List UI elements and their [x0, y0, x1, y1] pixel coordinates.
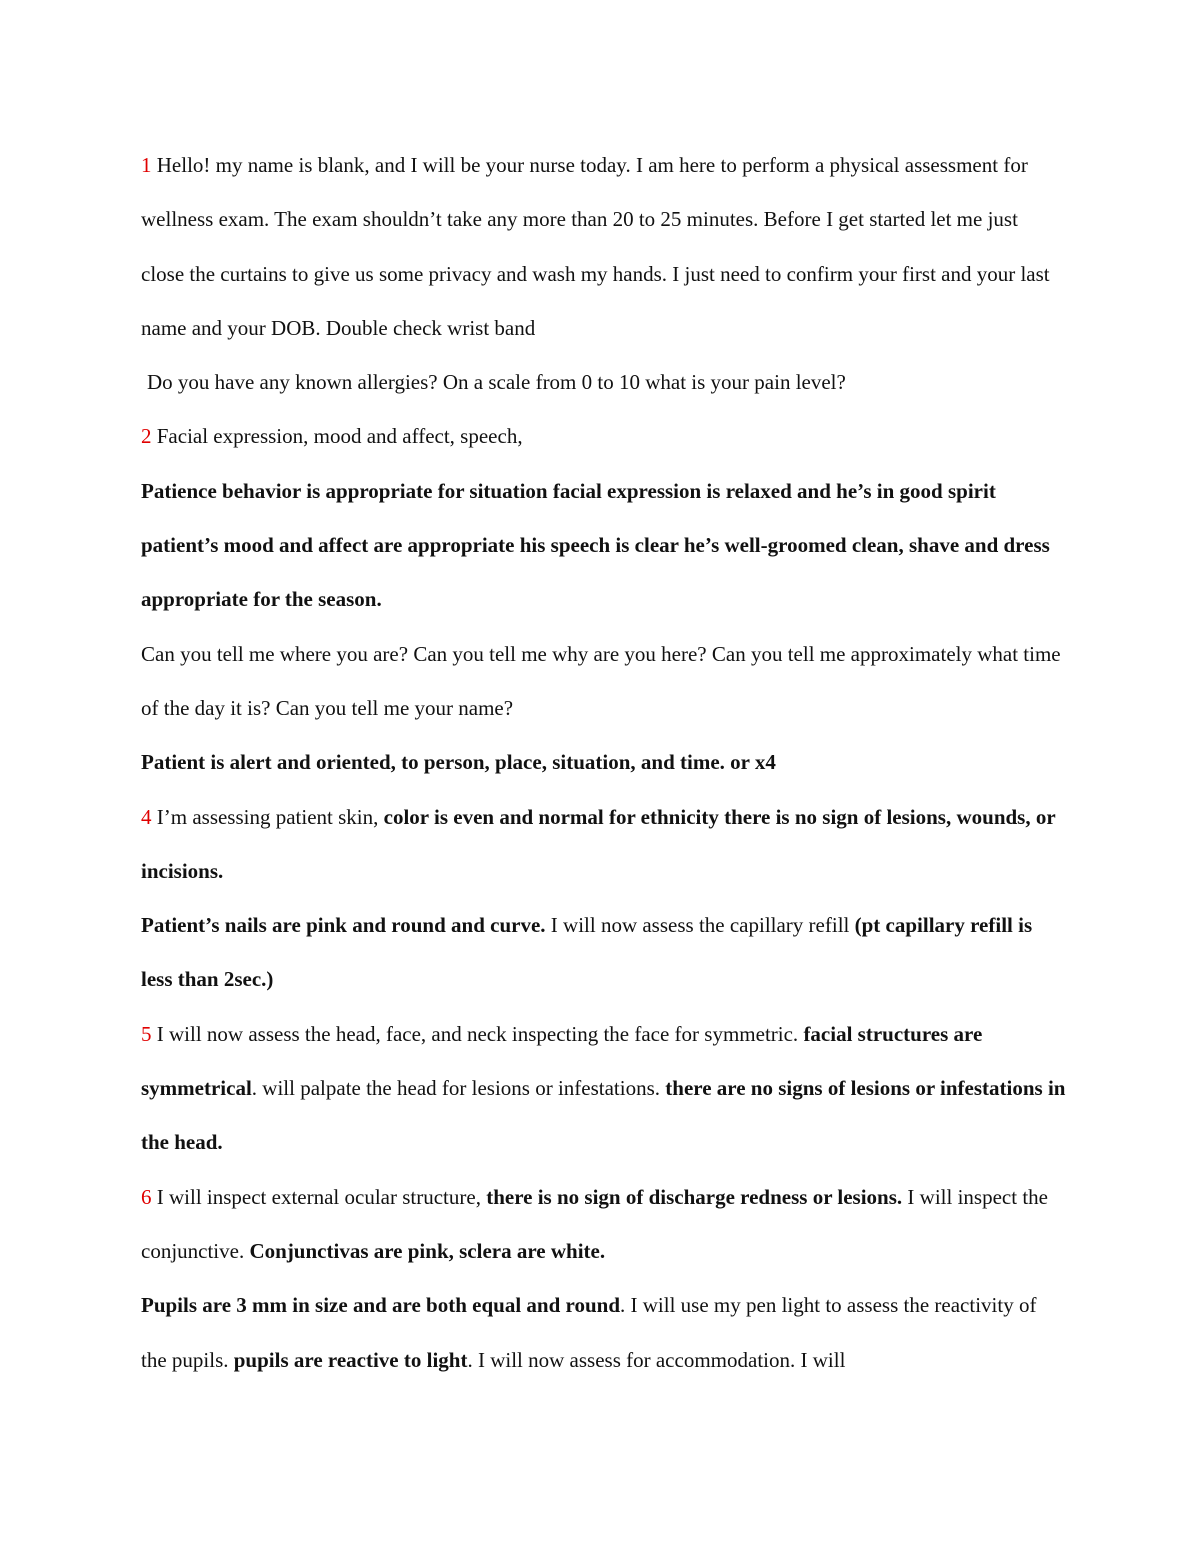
paragraph-behavior-finding: [141, 464, 1066, 627]
text-run: . I will use my pen light to assess the reactivity of the pupils.: [141, 1293, 1037, 1372]
finding-text: Patient is alert and oriented, to person, place, situation, and time. or x4: [141, 750, 776, 775]
finding-text: color is even and normal for ethnicity there is no sign of lesions, wounds, or incisions.: [141, 804, 1056, 883]
paragraph-skin: [141, 790, 1066, 899]
text-run: I will now assess the head, face, and neck inspecting the face for symmetric.: [151, 1021, 804, 1046]
finding-text: (pt capillary refill is less than 2sec.): [141, 913, 1033, 992]
document-body: [141, 138, 1066, 1387]
paragraph-pupils: [141, 1278, 1066, 1387]
text-run: Hello! my name is blank, and I will be your nurse today. I am here to perform a physical assessment for wellness exam. The exam shouldn’t take any more than 20 to 25 minutes. Before I get started let me just close the curtains to give us some privacy and wash my hands. I just need to confirm your first and your last name and your DOB. Double check wrist band: [141, 153, 1050, 340]
paragraph-nails: [141, 898, 1066, 1007]
text-run: Facial expression, mood and affect, speech,: [151, 424, 523, 449]
step-number: 2: [141, 424, 152, 449]
step-number: 1: [141, 153, 152, 177]
step-number: 5: [141, 1021, 152, 1046]
paragraph-orientation-questions: [141, 627, 1066, 736]
finding-text: Patience behavior is appropriate for situation facial expression is relaxed and he’s in good spirit patient’s mood and affect are appropriate his speech is clear he’s well-groomed clean, shave and dress appropriate for the season.: [141, 478, 1050, 612]
paragraph-allergies: [141, 355, 1066, 409]
paragraph-intro: [141, 138, 1066, 355]
paragraph-orientation-finding: [141, 735, 1066, 789]
finding-text: pupils are reactive to light: [233, 1347, 468, 1372]
text-run: I will inspect the conjunctive.: [141, 1184, 1048, 1263]
text-run: I’m assessing patient skin,: [151, 804, 384, 829]
finding-text: facial structures are symmetrical: [141, 1021, 983, 1101]
text-run: Do you have any known allergies? On a scale from 0 to 10 what is your pain level?: [147, 370, 846, 395]
paragraph-facial-expression: [141, 409, 1066, 463]
text-run: . I will now assess for accommodation. I will: [467, 1347, 846, 1372]
finding-text: Conjunctivas are pink, sclera are white.: [249, 1238, 606, 1263]
finding-text: there is no sign of discharge redness or lesions.: [486, 1184, 903, 1209]
text-run: Can you tell me where you are? Can you tell me why are you here? Can you tell me approximately what time of the day it is? Can you tell me your name?: [141, 641, 1061, 720]
step-number: 4: [141, 804, 152, 829]
paragraph-ocular: [141, 1170, 1066, 1279]
step-number: 6: [141, 1184, 152, 1209]
finding-text: Pupils are 3 mm in size and are both equal and round: [141, 1293, 621, 1318]
finding-text: Patient’s nails are pink and round and curve.: [141, 913, 546, 938]
text-run: I will inspect external ocular structure,: [151, 1184, 487, 1209]
finding-text: there are no signs of lesions or infestations in the head.: [141, 1076, 1066, 1155]
paragraph-head-face-neck: [141, 1007, 1066, 1170]
text-run: . will palpate the head for lesions or infestations.: [251, 1076, 666, 1101]
text-run: I will now assess the capillary refill: [545, 913, 855, 938]
